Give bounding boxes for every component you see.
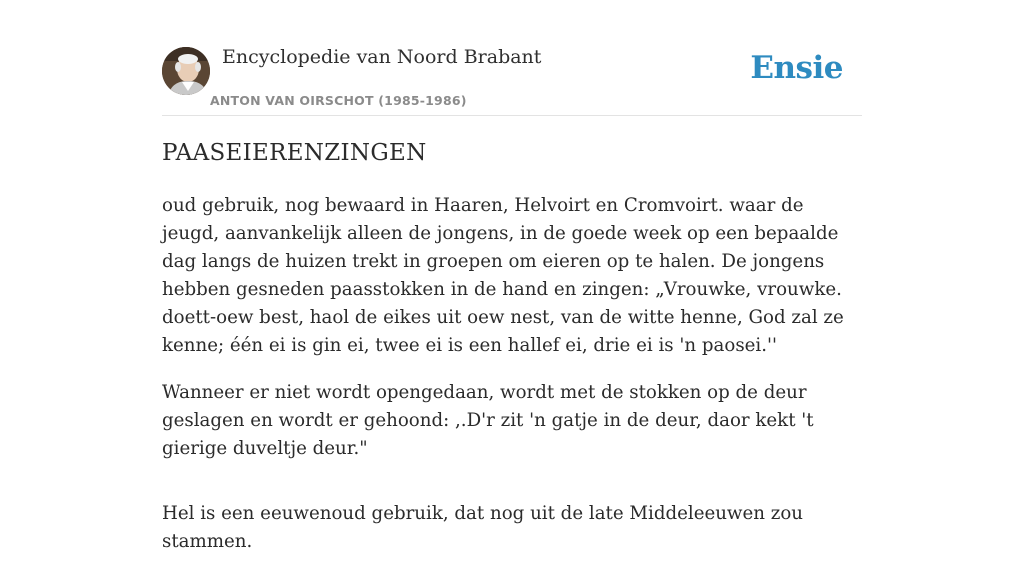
article-body (162, 192, 862, 575)
author-avatar[interactable] (162, 47, 210, 95)
article-paragraph: oud gebruik, nog bewaard in Haaren, Helvoirt en Cromvoirt. waar de jeugd, aanvankelijk alleen de jongens, in de goede week op een bepaalde dag langs de huizen trekt in groepen om eieren op te halen. De jongens hebben gesneden paasstokken in de hand en zingen: „Vrouwke, vrouwke. doett-oew best, haol de eikes uit oew nest, van de witte henne, God zal ze kenne; één ei is gin ei, twee ei is een hallef ei, drie ei is 'n paosei.'' (162, 195, 844, 356)
source-title[interactable]: Encyclopedie van Noord Brabant (222, 46, 542, 68)
article-paragraph: Wanneer er niet wordt opengedaan, wordt met de stokken op de deur geslagen en wordt er gehoond: ,.D'r zit 'n gatje in de deur, daor kekt 't gierige duveltje deur." (162, 382, 814, 459)
author-label[interactable]: ANTON VAN OIRSCHOT (1985-1986) (210, 93, 467, 108)
article-paragraph: Hel is een eeuwenoud gebruik, dat nog uit de late Middeleeuwen zou stammen. (162, 503, 804, 552)
page-container (162, 0, 862, 552)
author-photo-icon (162, 47, 210, 95)
source-header (162, 0, 862, 116)
ensie-logo[interactable]: Ensie (750, 50, 843, 86)
article-headword: PAASEIERENZINGEN (162, 140, 427, 166)
